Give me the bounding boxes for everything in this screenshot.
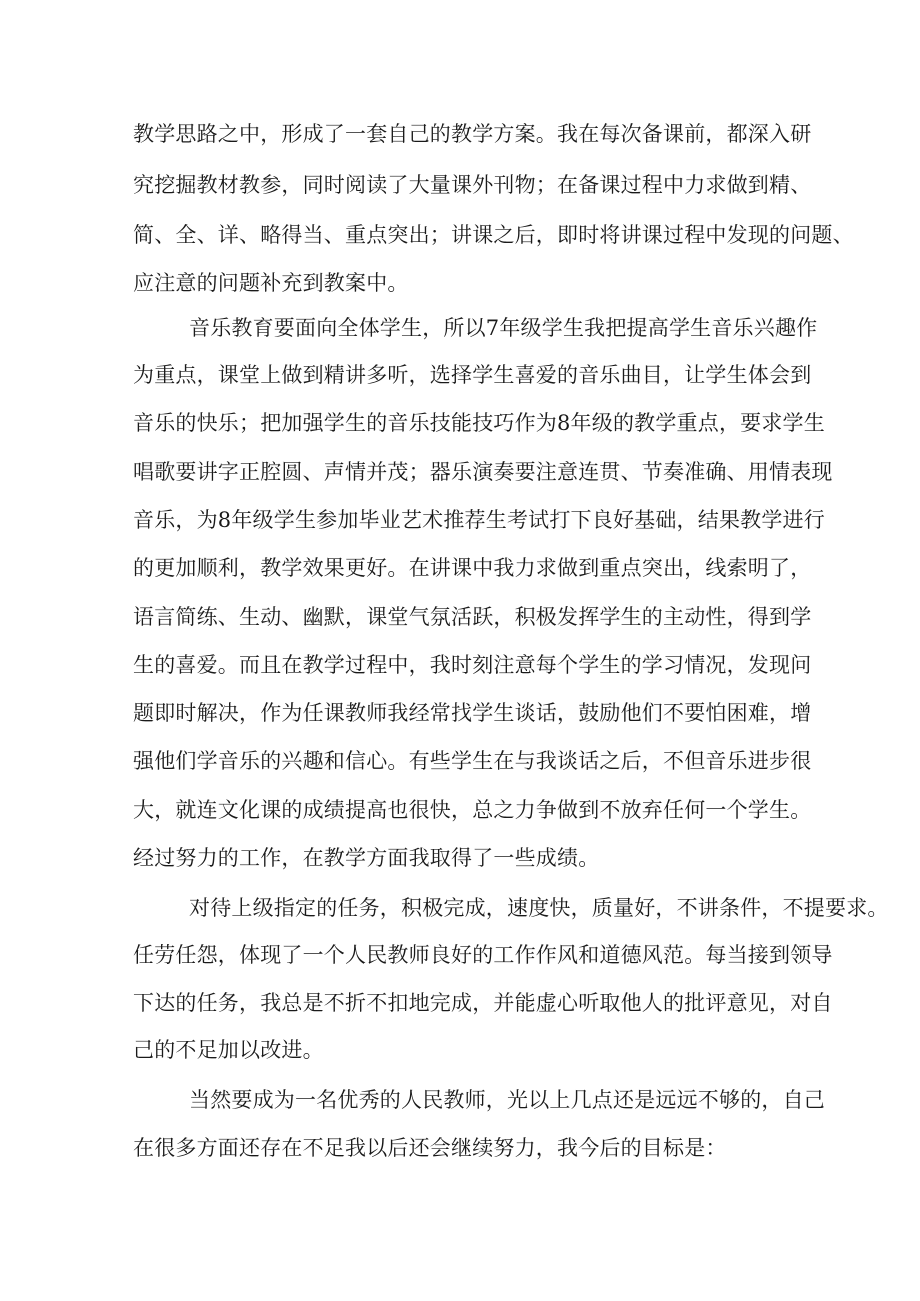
paragraph-2-line-9: 题即时解决，作为任课教师我经常找学生谈话，鼓励他们不要怕困难，增 (133, 701, 812, 725)
paragraph-2-line-10: 强他们学音乐的兴趣和信心。有些学生在与我谈话之后，不但音乐进步很 (133, 749, 812, 773)
paragraph-1-line-2: 究挖掘教材教参，同时阅读了大量课外刊物；在备课过程中力求做到精、 (133, 173, 812, 197)
paragraph-2-line-6: 的更加顺利，教学效果更好。在讲课中我力求做到重点突出，线索明了， (133, 556, 812, 580)
paragraph-2-line-2: 为重点，课堂上做到精讲多听，选择学生喜爱的音乐曲目，让学生体会到 (133, 363, 812, 387)
paragraph-3-line-1: 对待上级指定的任务，积极完成，速度快，质量好，不讲条件，不提要求。 (189, 896, 889, 920)
paragraph-2-line-1: 音乐教育要面向全体学生，所以7年级学生我把提高学生音乐兴趣作 (189, 316, 818, 340)
paragraph-2-line-11: 大，就连文化课的成绩提高也很快，总之力争做到不放弃任何一个学生。 (133, 798, 812, 822)
paragraph-2-line-12: 经过努力的工作，在教学方面我取得了一些成绩。 (133, 846, 600, 870)
paragraph-2-line-5: 音乐，为8年级学生参加毕业艺术推荐生考试打下良好基础，结果教学进行 (133, 508, 825, 532)
paragraph-2-line-4: 唱歌要讲字正腔圆、声情并茂；器乐演奏要注意连贯、节奏准确、用情表现 (133, 460, 833, 484)
paragraph-3-line-4: 己的不足加以改进。 (133, 1038, 324, 1062)
paragraph-4-line-2: 在很多方面还存在不足我以后还会继续努力，我今后的目标是： (133, 1136, 727, 1160)
paragraph-1-line-4: 应注意的问题补充到教案中。 (133, 271, 409, 295)
paragraph-3-line-3: 下达的任务，我总是不折不扣地完成，并能虚心听取他人的批评意见，对自 (133, 991, 833, 1015)
paragraph-2-line-3: 音乐的快乐；把加强学生的音乐技能技巧作为8年级的教学重点，要求学生 (133, 411, 825, 435)
paragraph-4-line-1: 当然要成为一名优秀的人民教师，光以上几点还是远远不够的，自己 (189, 1088, 825, 1112)
paragraph-2-line-7: 语言简练、生动、幽默，课堂气氛活跃，积极发挥学生的主动性，得到学 (133, 605, 812, 629)
paragraph-1-line-1: 教学思路之中，形成了一套自己的教学方案。我在每次备课前，都深入研 (133, 122, 812, 146)
paragraph-3-line-2: 任劳任怨，体现了一个人民教师良好的工作作风和道德风范。每当接到领导 (133, 943, 833, 967)
paragraph-2-line-8: 生的喜爱。而且在教学过程中，我时刻注意每个学生的学习情况，发现问 (133, 653, 812, 677)
paragraph-1-line-3: 简、全、详、略得当、重点突出；讲课之后，即时将讲课过程中发现的问题、 (133, 223, 854, 247)
